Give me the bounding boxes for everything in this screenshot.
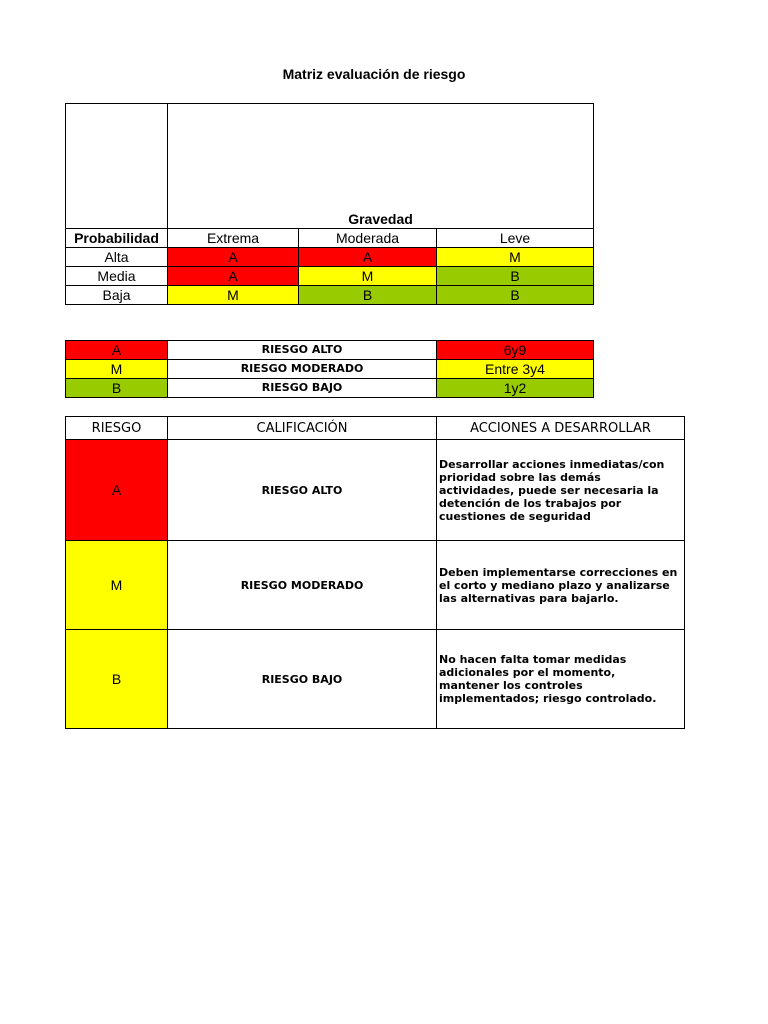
legend-range: Entre 3y4 bbox=[437, 360, 594, 379]
legend-row-moderado bbox=[66, 360, 594, 379]
action-row-moderado bbox=[66, 541, 685, 630]
legend-row-bajo bbox=[66, 379, 594, 398]
matrix-corner-cell bbox=[66, 104, 168, 229]
header-riesgo: RIESGO bbox=[66, 417, 168, 440]
legend-label: RIESGO ALTO bbox=[168, 341, 437, 360]
matrix-row-alta bbox=[66, 248, 594, 267]
column-header-leve: Leve bbox=[437, 229, 594, 248]
column-header-moderada: Moderada bbox=[299, 229, 437, 248]
matrix-cell: A bbox=[299, 248, 437, 267]
matrix-cell: A bbox=[168, 248, 299, 267]
action-code: A bbox=[66, 440, 168, 541]
column-header-extrema: Extrema bbox=[168, 229, 299, 248]
action-calificacion: RIESGO MODERADO bbox=[168, 541, 437, 630]
matrix-cell: B bbox=[437, 267, 594, 286]
action-description: Deben implementarse correcciones en el corto y mediano plazo y analizarse las alternativas para bajarlo. bbox=[437, 541, 685, 630]
page-title: Matriz evaluación de riesgo bbox=[282, 66, 466, 82]
header-acciones: ACCIONES A DESARROLLAR bbox=[437, 417, 685, 440]
action-calificacion: RIESGO ALTO bbox=[168, 440, 437, 541]
matrix-cell: B bbox=[299, 286, 437, 305]
legend-label: RIESGO MODERADO bbox=[168, 360, 437, 379]
legend-code: A bbox=[66, 341, 168, 360]
legend-label: RIESGO BAJO bbox=[168, 379, 437, 398]
matrix-cell: B bbox=[437, 286, 594, 305]
legend-code: M bbox=[66, 360, 168, 379]
action-calificacion: RIESGO BAJO bbox=[168, 630, 437, 729]
action-description: Desarrollar acciones inmediatas/con prioridad sobre las demás actividades, puede ser necesaria la detención de los trabajos por cuestiones de seguridad bbox=[437, 440, 685, 541]
action-row-bajo bbox=[66, 630, 685, 729]
matrix-cell: M bbox=[168, 286, 299, 305]
matrix-row-baja bbox=[66, 286, 594, 305]
action-row-alto bbox=[66, 440, 685, 541]
row-label: Baja bbox=[66, 286, 168, 305]
matrix-cell: M bbox=[437, 248, 594, 267]
row-label: Alta bbox=[66, 248, 168, 267]
action-code: M bbox=[66, 541, 168, 630]
matrix-cell: A bbox=[168, 267, 299, 286]
row-label: Media bbox=[66, 267, 168, 286]
risk-legend-table bbox=[65, 340, 594, 398]
legend-code: B bbox=[66, 379, 168, 398]
action-description: No hacen falta tomar medidas adicionales por el momento, mantener los controles implementados; riesgo controlado. bbox=[437, 630, 685, 729]
matrix-cell: M bbox=[299, 267, 437, 286]
legend-range: 6y9 bbox=[437, 341, 594, 360]
risk-matrix-table bbox=[65, 103, 594, 305]
legend-row-alto bbox=[66, 341, 594, 360]
action-code: B bbox=[66, 630, 168, 729]
matrix-header-space bbox=[168, 104, 594, 208]
legend-range: 1y2 bbox=[437, 379, 594, 398]
risk-actions-table bbox=[65, 416, 685, 729]
header-calificacion: CALIFICACIÓN bbox=[168, 417, 437, 440]
matrix-row-media bbox=[66, 267, 594, 286]
gravedad-header: Gravedad bbox=[168, 208, 594, 229]
probabilidad-header: Probabilidad bbox=[66, 229, 168, 248]
